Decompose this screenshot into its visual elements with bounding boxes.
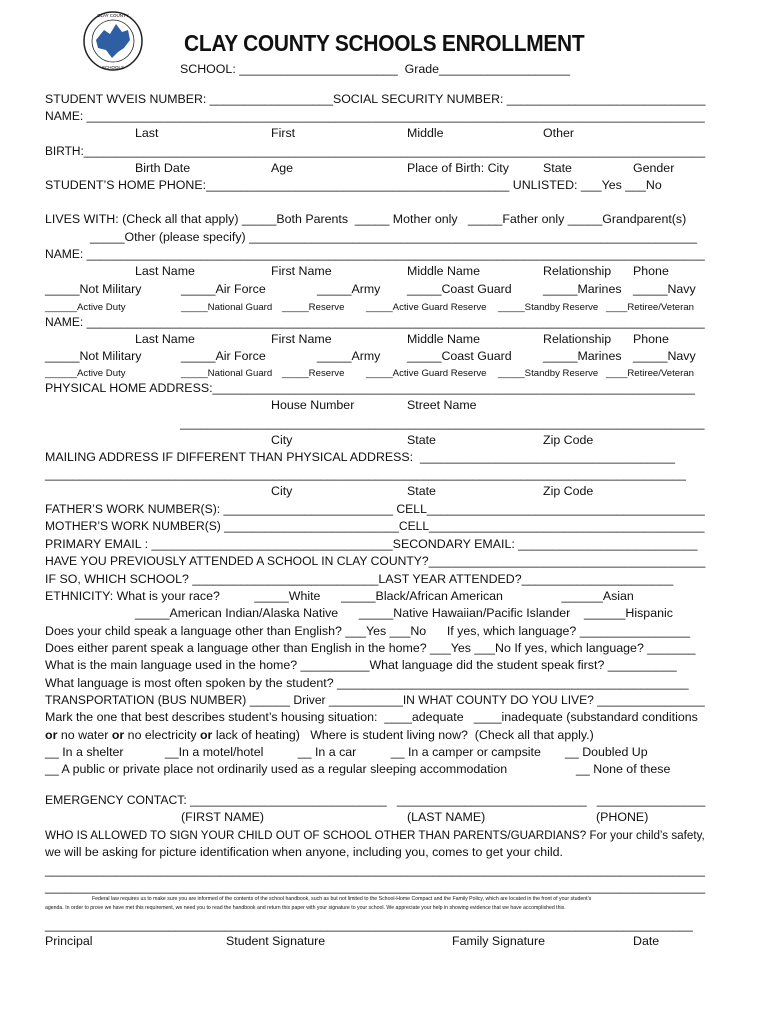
label-date: Date [633, 934, 660, 948]
label-phone: Phone [633, 332, 669, 346]
label-zip-code: Zip Code [543, 433, 594, 447]
label-zip-code: Zip Code [543, 484, 594, 498]
guardian1-name-line[interactable]: NAME: ____________________________________________________________________________________________ [45, 247, 705, 261]
previous-attendance-line[interactable]: HAVE YOU PREVIOUSLY ATTENDED A SCHOOL IN CLAY COUNTY?_________________________________________ [45, 554, 706, 568]
military-army[interactable]: _____Army [317, 349, 381, 363]
military-not[interactable]: _____Not Military [45, 282, 142, 296]
status-active-guard-reserve[interactable]: _____Active Guard Reserve [366, 368, 487, 379]
label-middle-name: Middle Name [407, 332, 480, 346]
birth-line[interactable]: BIRTH:______________________________________________________________________________________________ [45, 144, 706, 158]
label-first-name: First Name [271, 332, 332, 346]
housing-line-1[interactable]: Mark the one that best describes student’s housing situation: ____adequate ____inadequate (substandard conditions [45, 710, 698, 724]
label-principal: Principal [45, 934, 93, 948]
label-age: Age [271, 161, 294, 175]
military-coast-guard[interactable]: _____Coast Guard [407, 349, 512, 363]
label-phone: (PHONE) [596, 810, 649, 824]
label-family-signature: Family Signature [452, 934, 545, 948]
label-relationship: Relationship [543, 264, 612, 278]
military-army[interactable]: _____Army [317, 282, 381, 296]
sign-out-question: WHO IS ALLOWED TO SIGN YOUR CHILD OUT OF SCHOOL OTHER THAN PARENTS/GUARDIANS? For your child’s safety, [45, 828, 705, 842]
signature-line[interactable]: ______________________________________________________________________________________________ [45, 918, 693, 932]
label-city: City [271, 433, 293, 447]
guardian2-name-line[interactable]: NAME: ____________________________________________________________________________________________ [45, 315, 705, 329]
mother-work-line[interactable]: MOTHER’S WORK NUMBER(S) __________________________CELL_________________________________________ [45, 519, 705, 533]
housing-options-line[interactable]: __ In a shelter __In a motel/hotel __ In a car __ In a camper or campsite __ Doubled Up [45, 745, 648, 759]
status-standby-reserve[interactable]: _____Standby Reserve [498, 368, 599, 379]
home-phone-line[interactable]: STUDENT’S HOME PHONE:____________________________________________ UNLISTED: ___Yes ___No [45, 178, 662, 192]
military-air-force[interactable]: _____Air Force [181, 282, 266, 296]
sign-out-note: we will be asking for picture identification when anyone, including you, comes to get your child. [45, 845, 563, 859]
status-standby-reserve[interactable]: _____Standby Reserve [498, 302, 599, 313]
which-school-line[interactable]: IF SO, WHICH SCHOOL? ___________________________LAST YEAR ATTENDED?______________________ [45, 572, 674, 586]
military-marines[interactable]: _____Marines [543, 349, 622, 363]
label-street-name: Street Name [407, 398, 477, 412]
language-child-line[interactable]: Does your child speak a language other than English? ___Yes ___No If yes, which language? ________________ [45, 624, 691, 638]
label-first: First [271, 126, 296, 140]
label-first-name: (FIRST NAME) [181, 810, 265, 824]
emergency-contact-line[interactable]: EMERGENCY CONTACT: _____________________________ ____________________________ ________________ [45, 793, 706, 807]
lives-with-other-line[interactable]: _____Other (please specify) _________________________________________________________________ [90, 230, 698, 244]
physical-address-line[interactable]: PHYSICAL HOME ADDRESS:______________________________________________________________________ [45, 381, 695, 395]
fine-print-2: agenda. In order to prove we have met this requirement, we need you to read the handbook and return this paper with your signature to your school. We appreciate your help in showing evidence that we have accomplished this. [45, 905, 566, 911]
form-title: CLAY COUNTY SCHOOLS ENROLLMENT [184, 30, 585, 56]
label-relationship: Relationship [543, 332, 612, 346]
label-state: State [407, 433, 436, 447]
label-other: Other [543, 126, 574, 140]
label-state: State [407, 484, 436, 498]
housing-options-line-2[interactable]: __ A public or private place not ordinarily used as a regular sleeping accommodation __ None of these [45, 762, 671, 776]
military-coast-guard[interactable]: _____Coast Guard [407, 282, 512, 296]
label-birth-date: Birth Date [135, 161, 191, 175]
mailing-address-line[interactable]: MAILING ADDRESS IF DIFFERENT THAN PHYSICAL ADDRESS: _____________________________________ [45, 450, 675, 464]
label-last: Last [135, 126, 159, 140]
label-state: State [543, 161, 572, 175]
address-blank-line[interactable]: ______________________________________________________________________________ [180, 416, 705, 430]
language-parent-line[interactable]: Does either parent speak a language other than English in the home? ___Yes ___No If yes, which language? _______ [45, 641, 696, 655]
military-not[interactable]: _____Not Military [45, 349, 142, 363]
language-main-line[interactable]: What is the main language used in the home? __________What language did the student speak first? __________ [45, 658, 677, 672]
status-active-duty[interactable]: ______Active Duty [45, 368, 126, 379]
lives-with-line[interactable]: LIVES WITH: (Check all that apply) _____Both Parents _____ Mother only _____Father only _____Grandparent(s) [45, 212, 687, 226]
transportation-line[interactable]: TRANSPORTATION (BUS NUMBER) ______ Driver ___________IN WHAT COUNTY DO YOU LIVE? ________________ [45, 693, 705, 707]
label-last-name: Last Name [135, 264, 195, 278]
status-national-guard[interactable]: _____National Guard [181, 302, 273, 313]
ethnicity-line-2[interactable]: _____American Indian/Alaska Native _____Native Hawaiian/Pacific Islander ______Hispanic [135, 606, 673, 620]
status-reserve[interactable]: _____Reserve [282, 302, 345, 313]
label-house-number: House Number [271, 398, 355, 412]
label-place-of-birth: Place of Birth: City [407, 161, 509, 175]
label-gender: Gender [633, 161, 675, 175]
label-student-signature: Student Signature [226, 934, 326, 948]
district-logo [82, 10, 144, 72]
label-last-name: (LAST NAME) [407, 810, 486, 824]
status-active-duty[interactable]: ______Active Duty [45, 302, 126, 313]
sign-out-blank-1[interactable]: ______________________________________________________________________________________________________ [45, 863, 705, 877]
fine-print-1: Federal law requires us to make sure you are informed of the contents of the school handbook, such as but not limited to the School-Home Compact and the Family Policy, which are located in the front of your student’s [92, 896, 592, 902]
military-navy[interactable]: _____Navy [633, 282, 696, 296]
svg-text:SCHOOLS: SCHOOLS [101, 65, 125, 70]
ethnicity-line-1[interactable]: ETHNICITY: What is your race? _____White _____Black/African American ______Asian [45, 589, 634, 603]
military-air-force[interactable]: _____Air Force [181, 349, 266, 363]
label-first-name: First Name [271, 264, 332, 278]
label-city: City [271, 484, 293, 498]
status-reserve[interactable]: _____Reserve [282, 368, 345, 379]
svg-text:CLAY COUNTY: CLAY COUNTY [97, 13, 129, 18]
status-retiree-veteran[interactable]: ____Retiree/Veteran [606, 368, 695, 379]
student-name-line[interactable]: NAME: ____________________________________________________________________________________________ [45, 109, 705, 123]
label-middle-name: Middle Name [407, 264, 480, 278]
status-national-guard[interactable]: _____National Guard [181, 368, 273, 379]
label-phone: Phone [633, 264, 669, 278]
father-work-line[interactable]: FATHER’S WORK NUMBER(S): _________________________ CELL_________________________________________ [45, 502, 705, 516]
label-last-name: Last Name [135, 332, 195, 346]
sign-out-blank-2[interactable]: ____________________________________________________________________________________________________ [45, 880, 706, 894]
mailing-blank-line[interactable]: _____________________________________________________________________________________________ [45, 467, 686, 481]
military-marines[interactable]: _____Marines [543, 282, 622, 296]
wveis-ssn-line[interactable]: STUDENT WVEIS NUMBER: __________________SOCIAL SECURITY NUMBER: _____________________________ [45, 92, 706, 106]
language-spoken-line[interactable]: What language is most often spoken by the student? ___________________________________________________ [45, 676, 689, 690]
status-active-guard-reserve[interactable]: _____Active Guard Reserve [366, 302, 487, 313]
school-grade-line[interactable]: SCHOOL: _______________________ Grade___________________ [180, 62, 570, 76]
email-line[interactable]: PRIMARY EMAIL : ___________________________________SECONDARY EMAIL: __________________________ [45, 537, 698, 551]
housing-line-2: or no water or no electricity or lack of heating) Where is student living now? (Check all that apply.) [45, 728, 594, 742]
military-navy[interactable]: _____Navy [633, 349, 696, 363]
label-middle: Middle [407, 126, 444, 140]
status-retiree-veteran[interactable]: ____Retiree/Veteran [606, 302, 695, 313]
